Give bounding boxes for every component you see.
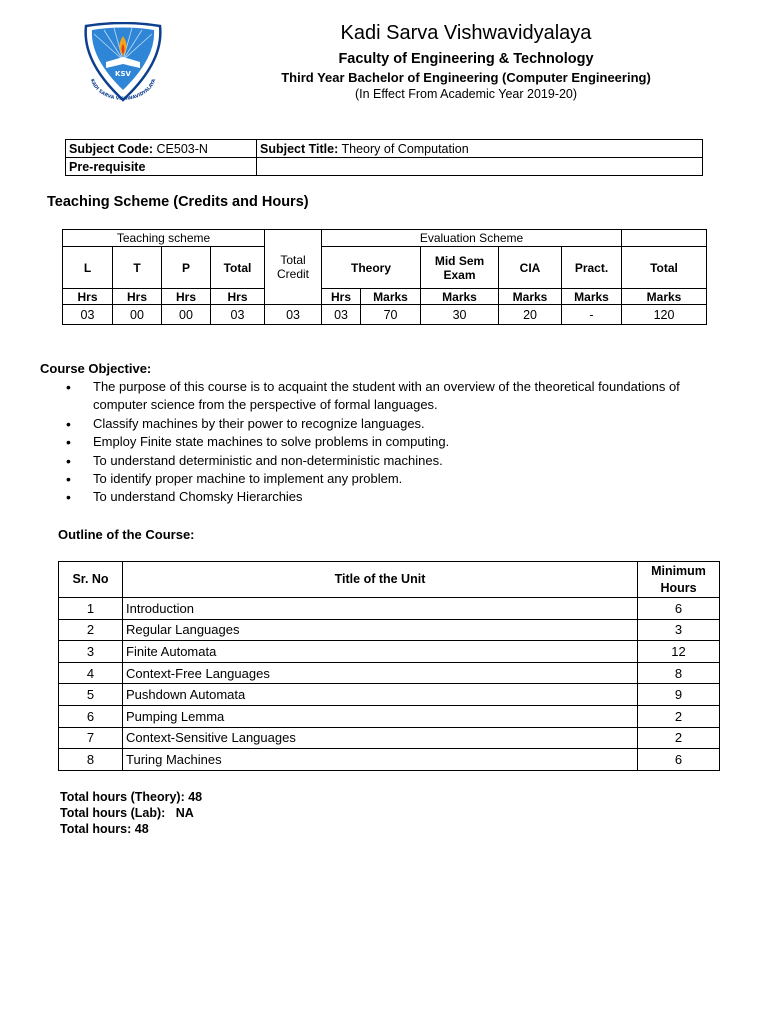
teaching-column-row — [63, 247, 707, 289]
table-row — [59, 727, 720, 749]
subject-code-cell — [66, 140, 257, 158]
university-logo — [78, 22, 168, 104]
subject-title-cell — [257, 140, 703, 158]
outline-table — [58, 561, 720, 771]
unit-title-cell: Regular Languages — [123, 619, 638, 641]
objective-item: • To identify proper machine to implement any problem. — [66, 470, 706, 488]
unit-cell: Hrs — [162, 289, 211, 305]
table-row — [59, 662, 720, 684]
objective-item: • To understand Chomsky Hierarchies — [66, 488, 706, 506]
col-midsem: Mid Sem Exam — [421, 247, 499, 289]
col-total-eval: Total — [622, 247, 707, 289]
table-row — [59, 705, 720, 727]
university-name: Kadi Sarva Vishwavidyalaya — [340, 22, 592, 44]
prerequisite-row — [66, 158, 703, 176]
value-cell: 30 — [421, 305, 499, 325]
sr-cell: 3 — [59, 641, 123, 663]
sr-cell: 8 — [59, 749, 123, 771]
total-credit-header: Total Credit — [265, 230, 322, 305]
sr-cell: 5 — [59, 684, 123, 706]
table-row — [59, 619, 720, 641]
col-P: P — [162, 247, 211, 289]
value-cell: 03 — [265, 305, 322, 325]
value-cell: 120 — [622, 305, 707, 325]
units-row — [63, 289, 707, 305]
subject-code-value: CE503-N — [156, 141, 208, 156]
value-cell: 03 — [211, 305, 265, 325]
unit-title-cell: Context-Free Languages — [123, 662, 638, 684]
sr-no-header: Sr. No — [59, 562, 123, 598]
logo-ring-text: KADI SARVA VISHWAVIDYALAYA — [88, 78, 158, 103]
outline-heading: Outline of the Course: — [58, 527, 195, 542]
subject-title-label: Subject Title: — [260, 141, 339, 156]
course-objective-heading: Course Objective: — [40, 361, 152, 376]
faculty-name: Faculty of Engineering & Technology — [338, 51, 594, 67]
value-cell: - — [562, 305, 622, 325]
unit-cell: Hrs — [113, 289, 162, 305]
hours-cell: 6 — [638, 749, 720, 771]
objective-item: • Employ Finite state machines to solve problems in computing. — [66, 433, 706, 451]
effective-year: (In Effect From Academic Year 2019-20) — [354, 87, 578, 101]
hours-cell: 3 — [638, 619, 720, 641]
subject-row — [66, 140, 703, 158]
value-cell: 03 — [322, 305, 361, 325]
subject-code-label: Subject Code: — [69, 141, 154, 156]
teaching-scheme-table — [62, 229, 707, 325]
outline-header-row — [59, 562, 720, 598]
unit-cell: Marks — [562, 289, 622, 305]
value-cell: 20 — [499, 305, 562, 325]
prerequisite-value — [257, 158, 703, 176]
table-row — [59, 598, 720, 620]
logo-ksv-text: KSV — [115, 70, 131, 78]
hours-cell: 8 — [638, 662, 720, 684]
evaluation-scheme-group: Evaluation Scheme — [322, 230, 622, 247]
table-row — [59, 749, 720, 771]
sr-cell: 1 — [59, 598, 123, 620]
value-cell: 00 — [162, 305, 211, 325]
unit-title-cell: Turing Machines — [123, 749, 638, 771]
sr-cell: 4 — [59, 662, 123, 684]
hours-cell: 12 — [638, 641, 720, 663]
total-hours: Total hours: 48 — [60, 822, 149, 836]
total-hours-block — [60, 789, 202, 837]
subject-info-table — [65, 139, 703, 176]
col-T: T — [113, 247, 162, 289]
total-hours-lab: Total hours (Lab): NA — [60, 806, 194, 820]
value-cell: 00 — [113, 305, 162, 325]
prerequisite-label: Pre-requisite — [66, 158, 257, 176]
unit-title-cell: Context-Sensitive Languages — [123, 727, 638, 749]
value-cell: 03 — [63, 305, 113, 325]
col-theory: Theory — [322, 247, 421, 289]
unit-cell: Marks — [361, 289, 421, 305]
hours-cell: 6 — [638, 598, 720, 620]
sr-cell: 6 — [59, 705, 123, 727]
unit-cell: Marks — [421, 289, 499, 305]
hours-cell: 2 — [638, 727, 720, 749]
unit-title-cell: Pushdown Automata — [123, 684, 638, 706]
objective-list — [66, 378, 706, 507]
objective-item: • The purpose of this course is to acquaint the student with an overview of the theoretical foundations of computer science from the perspective of formal languages. — [66, 378, 706, 415]
hours-cell: 2 — [638, 705, 720, 727]
unit-cell: Hrs — [322, 289, 361, 305]
col-total: Total — [211, 247, 265, 289]
objective-item: • To understand deterministic and non-deterministic machines. — [66, 452, 706, 470]
table-row — [59, 641, 720, 663]
unit-cell: Hrs — [63, 289, 113, 305]
sr-cell: 7 — [59, 727, 123, 749]
subject-title-value: Theory of Computation — [341, 141, 469, 156]
unit-title-cell: Pumping Lemma — [123, 705, 638, 727]
unit-cell: Hrs — [211, 289, 265, 305]
unit-title-cell: Finite Automata — [123, 641, 638, 663]
objective-item: • Classify machines by their power to recognize languages. — [66, 415, 706, 433]
teaching-group-row — [63, 230, 707, 247]
teaching-scheme-heading: Teaching Scheme (Credits and Hours) — [47, 194, 309, 210]
sr-cell: 2 — [59, 619, 123, 641]
hours-cell: 9 — [638, 684, 720, 706]
empty-cell — [622, 230, 707, 247]
unit-cell: Marks — [622, 289, 707, 305]
col-pract: Pract. — [562, 247, 622, 289]
minimum-hours-header: Minimum Hours — [638, 562, 720, 598]
program-name: Third Year Bachelor of Engineering (Computer Engineering) — [281, 70, 651, 85]
teaching-scheme-group: Teaching scheme — [63, 230, 265, 247]
total-hours-theory: Total hours (Theory): 48 — [60, 790, 203, 804]
values-row — [63, 305, 707, 325]
unit-title-cell: Introduction — [123, 598, 638, 620]
col-cia: CIA — [499, 247, 562, 289]
unit-title-header: Title of the Unit — [123, 562, 638, 598]
table-row — [59, 684, 720, 706]
col-L: L — [63, 247, 113, 289]
value-cell: 70 — [361, 305, 421, 325]
unit-cell: Marks — [499, 289, 562, 305]
